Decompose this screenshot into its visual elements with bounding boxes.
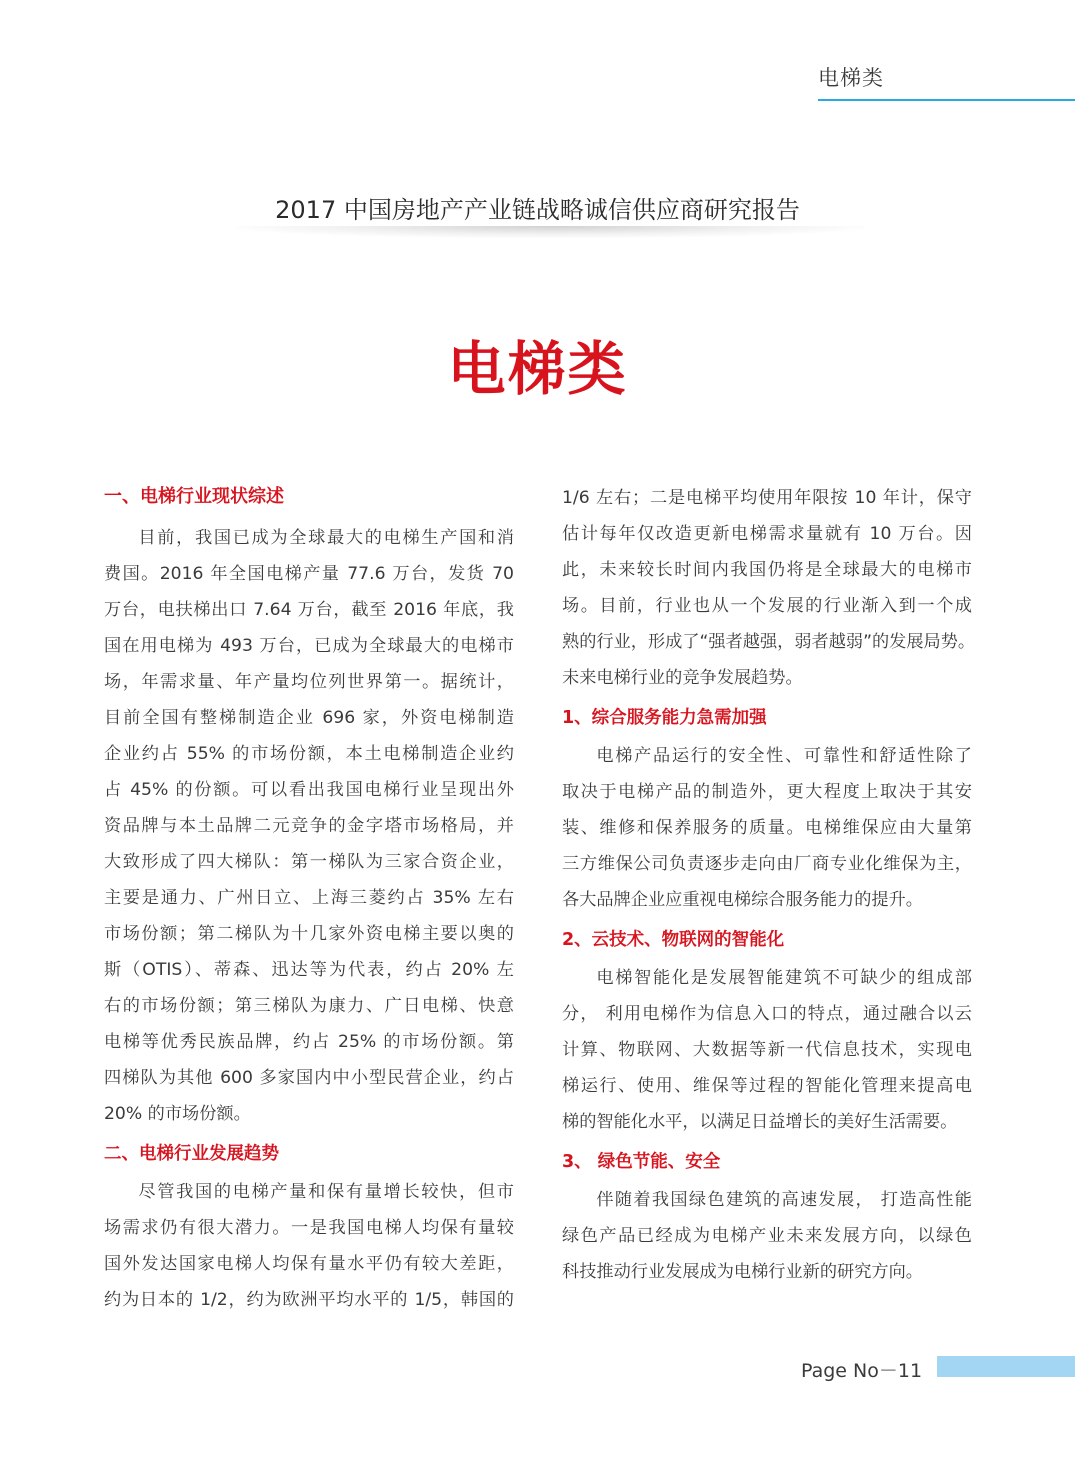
text-line: 费国。2016 年全国电梯产量 77.6 万台，发货 70 bbox=[104, 564, 514, 584]
report-title-shadow bbox=[235, 226, 865, 238]
right-column bbox=[562, 480, 976, 1290]
text-line: 四梯队为其他 600 多家国内中小型民营企业，约占 bbox=[104, 1068, 514, 1088]
text-line: 右的市场份额；第三梯队为康力、广日电梯、快意 bbox=[104, 996, 514, 1016]
text-line: 绿色产品已经成为电梯产业未来发展方向，以绿色 bbox=[562, 1226, 972, 1246]
service-capability-paragraph bbox=[562, 738, 972, 918]
text-line: 20% 的市场份额。 bbox=[104, 1104, 251, 1124]
text-line: 主要是通力、广州日立、上海三菱约占 35% 左右 bbox=[104, 888, 514, 908]
text-line: 三方维保公司负责逐步走向由厂商专业化维保为主， bbox=[562, 854, 972, 874]
text-line: 尽管我国的电梯产量和保有量增长较快，但市 bbox=[138, 1182, 514, 1202]
text-line: 计算、物联网、大数据等新一代信息技术，实现电 bbox=[562, 1040, 972, 1060]
text-line: 未来电梯行业的竞争发展趋势。 bbox=[562, 668, 803, 688]
green-safety-paragraph bbox=[562, 1182, 972, 1290]
page-number: Page No－11 bbox=[801, 1360, 923, 1382]
text-line: 梯的智能化水平，以满足日益增长的美好生活需要。 bbox=[562, 1112, 958, 1132]
text-line: 场，年需求量、年产量均位列世界第一。据统计， bbox=[104, 672, 514, 692]
text-line: 大致形成了四大梯队：第一梯队为三家合资企业， bbox=[104, 852, 514, 872]
text-line: 斯（OTIS）、蒂森、迅达等为代表，约占 20% 左 bbox=[104, 960, 514, 980]
cloud-iot-paragraph bbox=[562, 960, 972, 1140]
section-status-paragraph bbox=[104, 520, 514, 1132]
header-rule bbox=[818, 99, 1075, 101]
text-line: 万台，电扶梯出口 7.64 万台，截至 2016 年底，我 bbox=[104, 600, 514, 620]
subheading-cloud-iot: 2、云技术、物联网的智能化 bbox=[562, 930, 785, 950]
text-line: 占 45% 的份额。可以看出我国电梯行业呈现出外 bbox=[104, 780, 514, 800]
text-line: 1/6 左右；二是电梯平均使用年限按 10 年计，保守 bbox=[562, 488, 972, 508]
page-number-bar bbox=[937, 1356, 1075, 1377]
text-line: 电梯智能化是发展智能建筑不可缺少的组成部 bbox=[596, 968, 972, 988]
text-line: 科技推动行业发展成为电梯行业新的研究方向。 bbox=[562, 1262, 923, 1282]
text-line: 电梯等优秀民族品牌，约占 25% 的市场份额。第 bbox=[104, 1032, 514, 1052]
section-heading-status: 一、电梯行业现状综述 bbox=[104, 486, 284, 507]
text-line: 约为日本的 1/2，约为欧洲平均水平的 1/5，韩国的 bbox=[104, 1290, 514, 1310]
text-line: 企业约占 55% 的市场份额，本土电梯制造企业约 bbox=[104, 744, 514, 764]
text-line: 场。目前，行业也从一个发展的行业渐入到一个成 bbox=[562, 596, 972, 616]
trends-continuation-paragraph bbox=[562, 480, 976, 696]
text-line: 伴随着我国绿色建筑的高速发展， 打造高性能 bbox=[596, 1190, 972, 1210]
running-header-label: 电梯类 bbox=[818, 66, 884, 90]
text-line: 目前全国有整梯制造企业 696 家，外资电梯制造 bbox=[104, 708, 514, 728]
text-line: 估计每年仅改造更新电梯需求量就有 10 万台。因 bbox=[562, 524, 972, 544]
text-line: 国外发达国家电梯人均保有量水平仍有较大差距， bbox=[104, 1254, 514, 1274]
text-line: 市场份额；第二梯队为十几家外资电梯主要以奥的 bbox=[104, 924, 514, 944]
text-line: 各大品牌企业应重视电梯综合服务能力的提升。 bbox=[562, 890, 923, 910]
subheading-green-safety: 3、 绿色节能、安全 bbox=[562, 1152, 721, 1172]
main-title: 电梯类 bbox=[447, 335, 628, 403]
text-line: 装、维修和保养服务的质量。电梯维保应由大量第 bbox=[562, 818, 972, 838]
text-line: 目前，我国已成为全球最大的电梯生产国和消 bbox=[138, 528, 514, 548]
text-line: 电梯产品运行的安全性、可靠性和舒适性除了 bbox=[596, 746, 972, 766]
report-title: 2017 中国房地产产业链战略诚信供应商研究报告 bbox=[275, 196, 800, 224]
subheading-service-capability: 1、综合服务能力急需加强 bbox=[562, 708, 767, 728]
text-line: 取决于电梯产品的制造外，更大程度上取决于其安 bbox=[562, 782, 972, 802]
text-line: 熟的行业，形成了“强者越强，弱者越弱”的发展局势。 bbox=[562, 632, 976, 652]
text-line: 场需求仍有很大潜力。一是我国电梯人均保有量较 bbox=[104, 1218, 514, 1238]
text-line: 梯运行、使用、维保等过程的智能化管理来提高电 bbox=[562, 1076, 972, 1096]
section-heading-trends: 二、电梯行业发展趋势 bbox=[104, 1144, 279, 1164]
section-trends-paragraph bbox=[104, 1174, 514, 1318]
text-line: 此，未来较长时间内我国仍将是全球最大的电梯市 bbox=[562, 560, 972, 580]
text-line: 分， 利用电梯作为信息入口的特点，通过融合以云 bbox=[562, 1004, 972, 1024]
left-column bbox=[104, 480, 514, 1318]
text-line: 国在用电梯为 493 万台，已成为全球最大的电梯市 bbox=[104, 636, 514, 656]
text-line: 资品牌与本土品牌二元竞争的金字塔市场格局，并 bbox=[104, 816, 514, 836]
